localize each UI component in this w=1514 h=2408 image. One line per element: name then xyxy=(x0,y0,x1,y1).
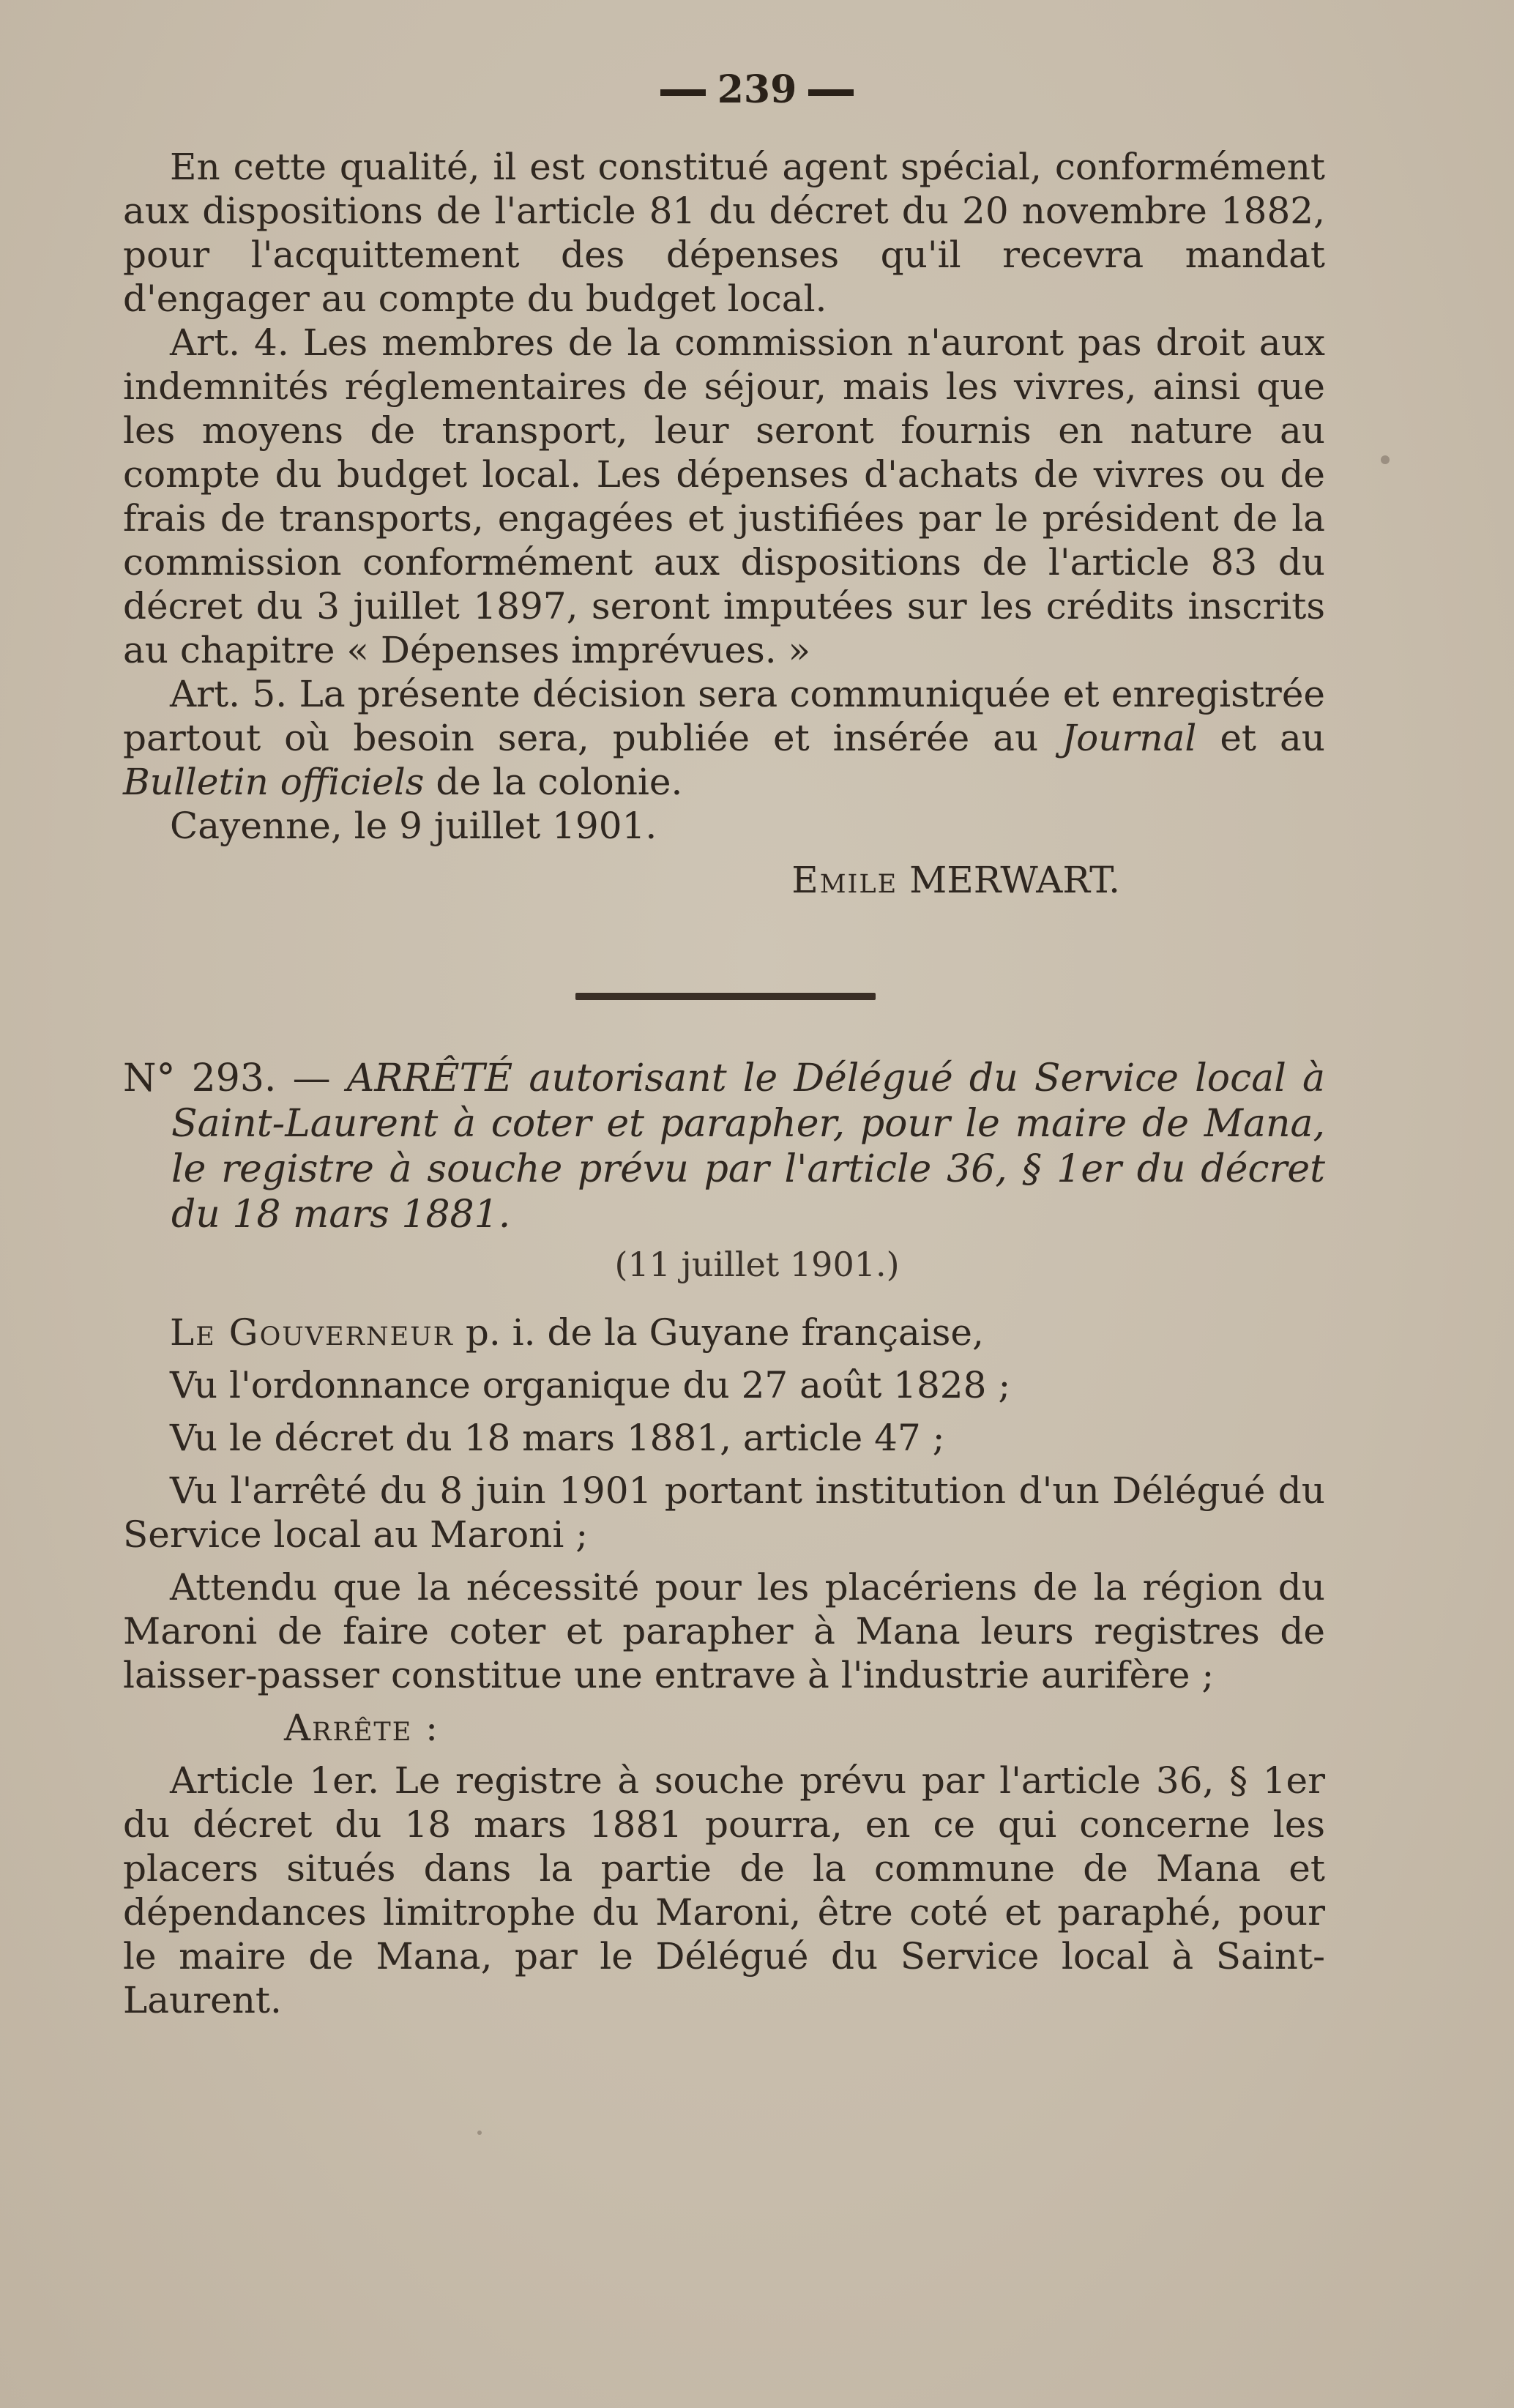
governor-rest: p. i. de la Guyane française, xyxy=(453,1311,984,1354)
decree-heading: ARRÊTÉ autorisant le Délégué du Service local à Saint-Laurent à coter et parapher, pour le maire de Mana, le registre à souche prévu par l'article 36, § 1er du décret du 18 mars 1881. xyxy=(171,1056,1325,1237)
header-left-dash xyxy=(660,89,706,96)
decree-date: (11 juillet 1901.) xyxy=(614,1245,900,1284)
decree-title-text xyxy=(123,1056,1325,1237)
arrete-heading: Arrête : xyxy=(284,1707,439,1749)
paragraph-article-4: Art. 4. Les membres de la commission n'auront pas droit aux indemnités réglementaires de séjour, mais les vivres, ainsi que les moyens de transport, leur seront fournis en nature au compte du budget local. Les dépenses d'achats de vivres ou de frais de transports, engagées et justifiées par le président de la commission conformément aux dispositions de l'article 83 du décret du 3 juillet 1897, seront imputées sur les crédits inscrits au chapitre « Dépenses imprévues. » xyxy=(123,321,1325,671)
attendu: Attendu que la nécessité pour les placériens de la région du Maroni de faire coter et parapher à Mana leurs registres de laisser-passer constitue une entrave à l'industrie aurifère ; xyxy=(123,1566,1325,1696)
section2-body xyxy=(123,1311,1325,2022)
bulletin-italic: Bulletin officiels xyxy=(123,761,425,803)
header-right-dash xyxy=(808,89,854,96)
art5-text: Art. 5. La présente décision sera communiquée et enregistrée partout où besoin sera, publiée et insérée au xyxy=(123,673,1325,759)
art5-end: de la colonie. xyxy=(424,761,683,803)
place-date: Cayenne, le 9 juillet 1901. xyxy=(170,805,657,847)
signature xyxy=(123,858,1325,902)
paper-speck xyxy=(1381,455,1390,464)
paragraph-agent-special: En cette qualité, il est constitué agent spécial, conformément aux dispositions de l'article 81 du décret du 20 novembre 1882, pour l'acquittement des dépenses qu'il recevra mandat d'engager au compte du budget local. xyxy=(123,146,1325,320)
paragraph-article-5 xyxy=(123,672,1325,804)
signature-first-name: Emile xyxy=(791,859,898,901)
paper-speck xyxy=(477,2131,482,2135)
page-header xyxy=(0,67,1514,112)
governor-title: Le Gouverneur xyxy=(170,1311,454,1354)
vu-arrete: Vu l'arrêté du 8 juin 1901 portant institution d'un Délégué du Service local au Maroni ; xyxy=(123,1469,1325,1556)
vu-decret: Vu le décret du 18 mars 1881, article 47 ; xyxy=(170,1417,945,1459)
article-1: Article 1er. Le registre à souche prévu par l'article 36, § 1er du décret du 18 mars 1881 pourra, en ce qui concerne les placers situés dans la partie de la commune de Mana et dépendances limitrophe du Maroni, être coté et paraphé, pour le maire de Mana, par le Délégué du Service local à Saint-Laurent. xyxy=(123,1759,1325,2021)
signature-last-name: MERWART. xyxy=(909,859,1120,901)
page-number: 239 xyxy=(717,67,797,112)
vu-ordonnance: Vu l'ordonnance organique du 27 août 1828 ; xyxy=(170,1364,1011,1406)
art5-mid: et au xyxy=(1196,717,1325,759)
governor-line xyxy=(123,1311,1325,1354)
section1-text xyxy=(123,145,1325,902)
section-divider xyxy=(575,993,876,1000)
decree-number: N° 293. — xyxy=(123,1056,347,1100)
decree-title xyxy=(123,1056,1325,1237)
journal-italic: Journal xyxy=(1062,717,1197,759)
